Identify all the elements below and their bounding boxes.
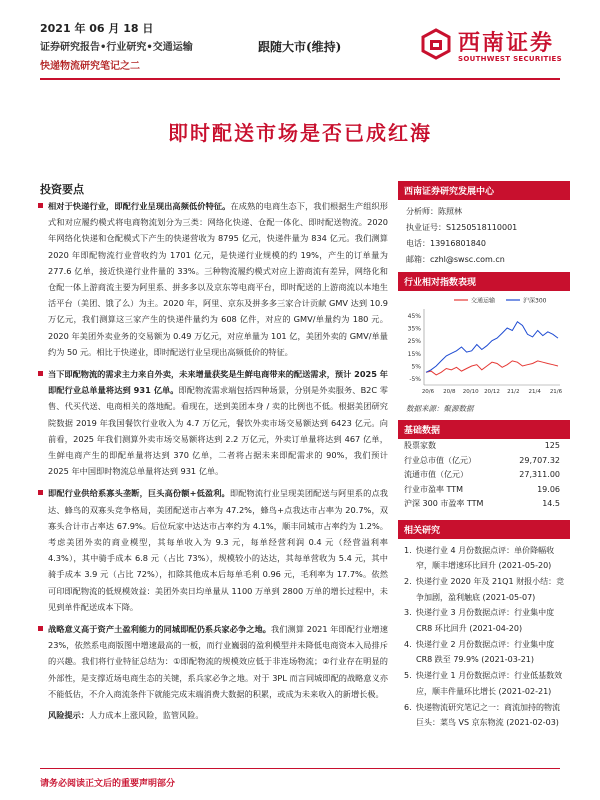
x-tick-label: 21/4 (528, 389, 541, 395)
chart-svg (398, 291, 570, 401)
analyst-license: 执业证号：S1250518110001 (406, 223, 518, 232)
sidebar (398, 181, 570, 731)
report-series: 快递物流研究笔记之二 (40, 61, 140, 72)
table-row (398, 497, 570, 512)
rating: 跟随大市(维持) (258, 40, 342, 54)
logo-text-cn: 西南证券 (458, 30, 555, 56)
footer-disclaimer: 请务必阅读正文后的重要声明部分 (40, 779, 176, 789)
y-tick-label: 25% (407, 338, 421, 346)
bullet-icon (38, 371, 43, 376)
bullet-icon (38, 203, 43, 208)
row-value: 19.06 (537, 484, 560, 494)
paragraph-body: 我们测算 2021 年即配行业增速 23%，依然系电商版图中增速最高的一板，而行业巍弱的盈利模型并未降低电商资本入局排斥的兴趣。我们将行业特征总结为：①即配物流的规模效应低于非连场物流；②行业存在明显的外部性，是支撑近场电商生态的关键，系兵家必争之地。对于 3PL 而言同城即配的战略意义亦不能低估，不介入商流条件下就能完成末端消费大数据的积累，或成为未来收入的新增长极。 (48, 624, 388, 699)
paragraph-lead: 相对于快递行业，即配行业呈现出高频低价特征。 (48, 201, 231, 211)
related-research-heading: 相关研究 (398, 520, 570, 539)
row-label: 沪深 300 市盈率 TTM (404, 499, 484, 508)
chart-heading: 行业相对指数表现 (398, 272, 570, 291)
basic-data-table (398, 439, 570, 512)
list-item[interactable]: 5. 快递行业 1 月份数据点评：行业低基数效应，顺丰件量环比增长 (2021-02-21) (404, 671, 563, 696)
related-research-list (398, 539, 570, 731)
series-line-transport (426, 361, 558, 375)
relative-chart (398, 291, 570, 401)
table-row (398, 483, 570, 498)
report-type: 证券研究报告•行业研究•交通运输 (40, 42, 193, 53)
research-center-heading: 西南证券研究发展中心 (398, 181, 570, 200)
x-tick-label: 20/6 (421, 389, 435, 395)
chart-source: 数据来源：聚源数据 (406, 404, 474, 413)
header-divider (40, 78, 560, 80)
bullet-icon (38, 490, 43, 495)
risk-text: 人力成本上涨风险，监管风险。 (88, 710, 204, 721)
row-label: 行业市盈率 TTM (404, 484, 464, 494)
x-tick-label: 20/8 (443, 389, 456, 395)
investment-heading: 投资要点 (40, 183, 84, 196)
list-item[interactable]: 2. 快递行业 2020 年及 21Q1 财报小结：竞争加剧，盈利触底 (2021-05-07) (404, 576, 565, 602)
x-tick-label: 21/2 (507, 389, 520, 395)
y-tick-label: 5% (411, 363, 421, 371)
paragraph-body: 即配物流行业呈现美团配送与阿里系的点我达、蜂鸟的双寡头竞争格局，美团配送市占率为 47.2%，蜂鸟+点我达市占率为 20.7%，双寡头合计市占率达 67.9%。后位玩家中达达市占率约为 4.1%，顺丰同城市占率约为 1.2%。考虑美团外卖的商业模型，其每单收入为 9.3 元，每单经营利润 0.4 元（经营溢利率 4.3%），其中骑手成本 6.8 元（占比 73%），规模较小的达达，其每单营收为 5.4 元，其中骑手成本 3.9 元（占比 72%），扣除其他成本后每单毛利 0.96 元，毛利率为 17.7%。依然可印即配物流的低规模效益：美团外卖日均单量从 1100 万单到 2800 万单的增长过程中，未见到单件配送成本下降。 (48, 488, 388, 612)
risk-label: 风险提示： (48, 710, 89, 721)
table-row (398, 439, 570, 454)
list-item[interactable]: 6. 快递物流研究笔记之一：商流加持的物流巨头：菜鸟 VS 京东物流 (2021-02-03) (404, 702, 560, 728)
row-value: 125 (544, 441, 560, 450)
company-logo (420, 26, 570, 70)
analyst-name: 分析师：陈照林 (406, 207, 462, 216)
y-tick-label: 15% (407, 350, 421, 358)
table-row (398, 468, 570, 483)
paragraph-lead: 当下即配物流的需求主力来自外卖，未来增量获奖是生鲜电商带来的配送需求，预计 2025 年即配行业总单量将达到 931 亿单。 (48, 369, 388, 396)
x-tick-label: 21/6 (549, 389, 563, 395)
y-tick-label: 45% (407, 312, 421, 320)
risk-note (48, 708, 388, 722)
y-tick-label: -5% (409, 376, 421, 384)
logo-mark-icon (420, 28, 452, 60)
row-label: 流通市值（亿元） (404, 470, 468, 479)
paragraph-lead: 即配行业供给系寡头垄断，巨头高份额+低盈利。 (48, 488, 230, 499)
y-tick-label: 35% (407, 325, 421, 333)
footer-divider (40, 768, 560, 769)
basic-data-heading: 基础数据 (398, 420, 570, 439)
logo-text-en: SOUTHWEST SECURITIES (458, 55, 562, 63)
paragraph-body: 即配物流需求端包括四种场景，分别是外卖服务、B2C 零售、代买代送、电商相关的落地配。看现在，送到美团本身 / 卖的比例也不低。根据美团研究院数据 2019 年我国餐饮行业收入为 4.7 万亿元，餐饮外卖市场交易额达到 6423 亿元。向前看，2025 年我们测算外卖市场交易额将达到 2.2 万亿元，外卖订单量将达到 467 亿单，生鲜电商产生的即配单量将达到 370 亿单，二者将占据未来即配需求的 90%，我们预计 2025 年中国即时物流总单量将达到 931 亿单。 (48, 385, 388, 477)
paragraph (48, 621, 388, 702)
page-title: 即时配送市场是否已成红海 (168, 121, 432, 145)
legend-label: 沪深300 (523, 297, 547, 305)
row-value: 14.5 (542, 499, 560, 508)
paragraph-lead: 战略意义高于资产土盈利能力的同城即配仍系兵家必争之地。 (48, 624, 272, 635)
analyst-info (398, 200, 570, 272)
row-label: 行业总市值（亿元） (404, 455, 476, 465)
analyst-phone: 电话：13916801840 (406, 239, 486, 248)
legend-label: 交通运输 (471, 297, 496, 305)
bullet-icon (38, 626, 43, 631)
analyst-email[interactable]: 邮箱：czhl@swsc.com.cn (406, 255, 505, 264)
x-tick-label: 20/12 (484, 389, 500, 395)
row-value: 29,707.32 (519, 455, 560, 465)
investment-body (48, 198, 388, 722)
row-value: 27,311.00 (519, 470, 560, 479)
list-item[interactable]: 3. 快递行业 3 月份数据点评：行业集中度 CR8 环比回升 (2021-04-20) (404, 608, 555, 634)
list-item[interactable]: 1. 快递行业 4 月份数据点评：单价降幅收窄，顺丰增速环比回升 (2021-05-20) (404, 545, 555, 571)
paragraph (48, 485, 388, 615)
row-label: 股票家数 (404, 441, 436, 450)
report-date: 2021 年 06 月 18 日 (40, 22, 154, 35)
x-tick-label: 20/10 (462, 389, 479, 395)
series-line-hs300 (426, 322, 558, 373)
paragraph (48, 366, 388, 479)
paragraph-body: 在成熟的电商生态下，我们根据生产组织形式和对应履约模式将电商物流划分为三类：网络化快递、仓配一体化、即时配送物流。2020 年网络化快递和仓配模式下产生的快递营收为 8795 亿元，快递件量为 834 亿元。我们测算 2020 年即配物流行业营收约为 1701 亿元，是快递行业规模的约 19%，产生的订单量为 277.6 亿单，接近快递行业件量的 33%。三种物流履约模式对应上游商流有差异，网络化和仓配一体上游商流主要为阿里系、拼多多以及京东等电商平台，即时配送的上游商流以本地生活平台（美团、饿了么）为主。2020 年，阿里、京东及拼多多三家合计贡献 GMV 达到 10.9 万亿元，我们测算这三家产生的快递件量约为 608 亿件，对应的 GMV/单量约为 180 元。2020 年美团外卖业务的交易额为 0.49 万亿元，对应单量为 101 亿，美团外卖的 GMV/单量约为 50 元。相比于快递业，即时配送行业呈现出高频低价的特征。 (48, 201, 388, 357)
paragraph (48, 198, 388, 360)
list-item[interactable]: 4. 快递行业 2 月份数据点评：行业集中度 CR8 跌至 79.9% (2021-03-21) (404, 639, 555, 665)
table-row (398, 454, 570, 469)
